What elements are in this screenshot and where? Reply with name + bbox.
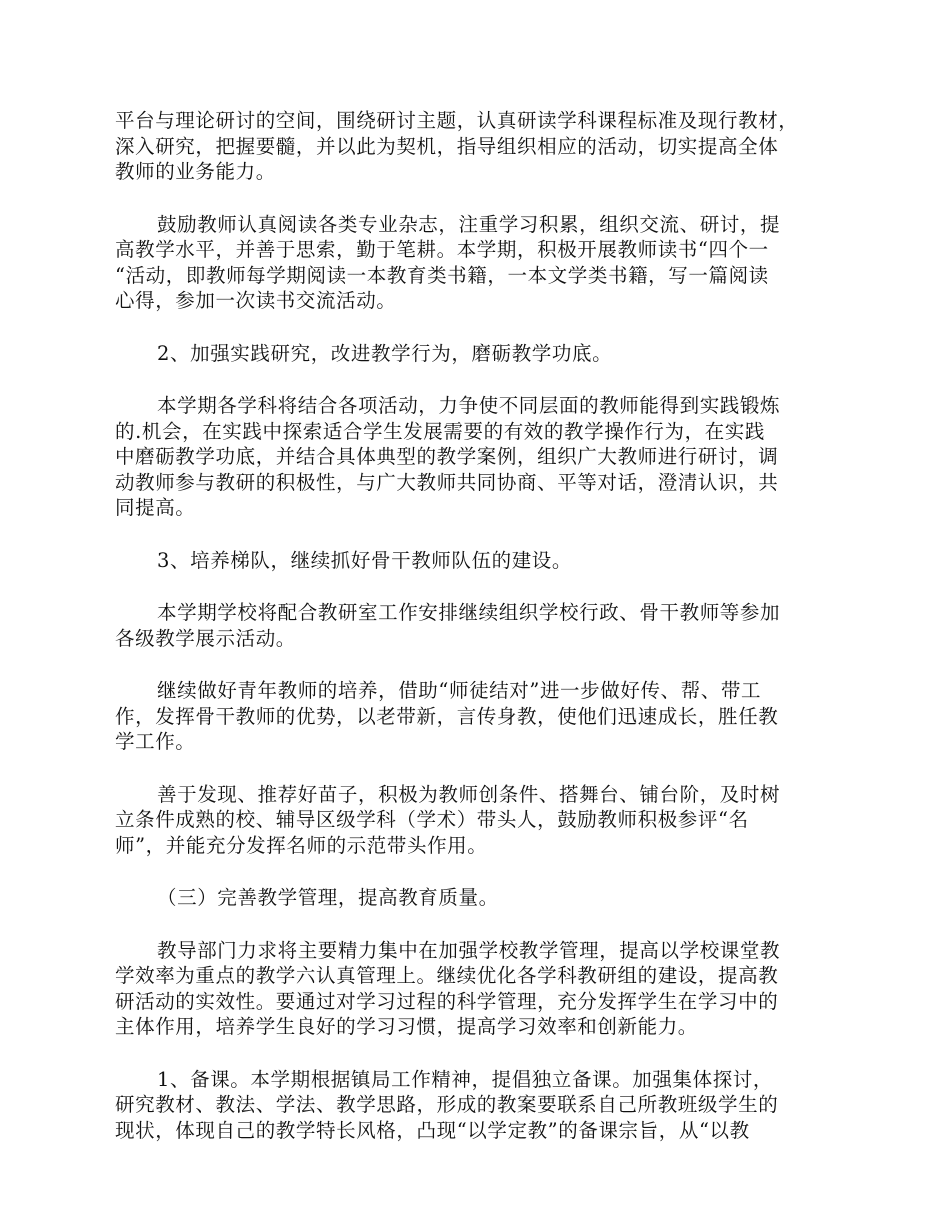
- text-line: 现状，体现自己的教学特长风格，凸现“以学定教”的备课宗旨，从“以教: [115, 1118, 750, 1142]
- text-line: 作，发挥骨干教师的优势，以老带新，言传身教，使他们迅速成长，胜任教: [115, 704, 779, 728]
- paragraph-6: [115, 782, 837, 859]
- section-heading-2: [115, 341, 837, 367]
- text-line: 继续做好青年教师的培养，借助“师徒结对”进一步做好传、帮、带工: [157, 679, 762, 702]
- text-line: 教导部门力求将主要精力集中在加强学校教学管理，提高以学校课堂教: [157, 938, 781, 962]
- text-line: 研究教材、教法、学法、教学思路，形成的教案要联系自己所教班级学生的: [115, 1093, 779, 1116]
- text-line: 本学期学校将配合教研室工作安排继续组织学校行政、骨干教师等参加: [157, 601, 781, 624]
- text-line: 主体作用，培养学生良好的学习习惯，提高学习效率和创新能力。: [115, 1015, 698, 1038]
- text-line: 高教学水平，并善于思索，勤于笔耕。本学期，积极开展教师读书“四个一: [115, 238, 769, 261]
- text-line: 2、加强实践研究，改进教学行为，磨砺教学功底。: [157, 341, 613, 365]
- text-line: 研活动的实效性。要通过对学习过程的科学管理，充分发挥学生在学习中的: [115, 989, 779, 1013]
- text-line: 鼓励教师认真阅读各类专业杂志，注重学习积累，组织交流、研讨，提: [157, 212, 781, 236]
- text-line: 本学期各学科将结合各项活动，力争使不同层面的教师能得到实践锻炼: [157, 394, 781, 417]
- text-line: 善于发现、推荐好苗子，积极为教师创条件、搭舞台、铺台阶，及时树: [157, 782, 781, 806]
- text-line: 3、培养梯队，继续抓好骨干教师队伍的建设。: [157, 548, 573, 572]
- paragraph-5: [115, 678, 837, 755]
- paragraph-8: [115, 1067, 837, 1144]
- text-line: 中磨砺教学功底，并结合具体典型的教学案例，组织广大教师进行研讨，调: [115, 445, 779, 468]
- text-line: 的.机会，在实践中探索适合学生发展需要的有效的教学操作行为，在实践: [115, 419, 765, 443]
- paragraph-4: [115, 600, 837, 651]
- text-line: 深入研究，把握要髓，并以此为契机，指导组织相应的活动，切实提高全体: [115, 134, 779, 158]
- text-line: （三）完善教学管理，提高教育质量。: [157, 886, 499, 909]
- section-heading-3: [115, 548, 837, 574]
- text-line: “活动，即教师每学期阅读一本教育类书籍，一本文学类书籍，写一篇阅读: [115, 263, 769, 287]
- text-line: 教师的业务能力。: [115, 160, 276, 183]
- text-line: 1、备课。本学期根据镇局工作精神，提倡独立备课。加强集体探讨，: [157, 1067, 774, 1091]
- text-line: 学效率为重点的教学六认真管理上。继续优化各学科教研组的建设，提高教: [115, 964, 779, 987]
- text-line: 各级教学展示活动。: [115, 626, 296, 650]
- text-line: 动教师参与教研的积极性，与广大教师共同协商、平等对话，澄清认识，共: [115, 470, 779, 494]
- document-body: [115, 108, 837, 1170]
- text-line: 平台与理论研讨的空间，围绕研讨主题，认真研读学科课程标准及现行教材，: [115, 109, 799, 132]
- paragraph-1: [115, 108, 837, 185]
- text-line: 学工作。: [115, 730, 196, 753]
- paragraph-7: [115, 938, 837, 1040]
- text-line: 师”，并能充分发挥名师的示范带头作用。: [115, 833, 488, 857]
- text-line: 立条件成熟的校、辅导区级学科（学术）带头人，鼓励教师积极参评“名: [115, 808, 749, 831]
- text-line: 心得，参加一次读书交流活动。: [115, 289, 397, 312]
- paragraph-3: [115, 393, 837, 521]
- section-heading-teaching-management: [115, 885, 837, 911]
- text-line: 同提高。: [115, 496, 196, 519]
- paragraph-2: [115, 212, 837, 314]
